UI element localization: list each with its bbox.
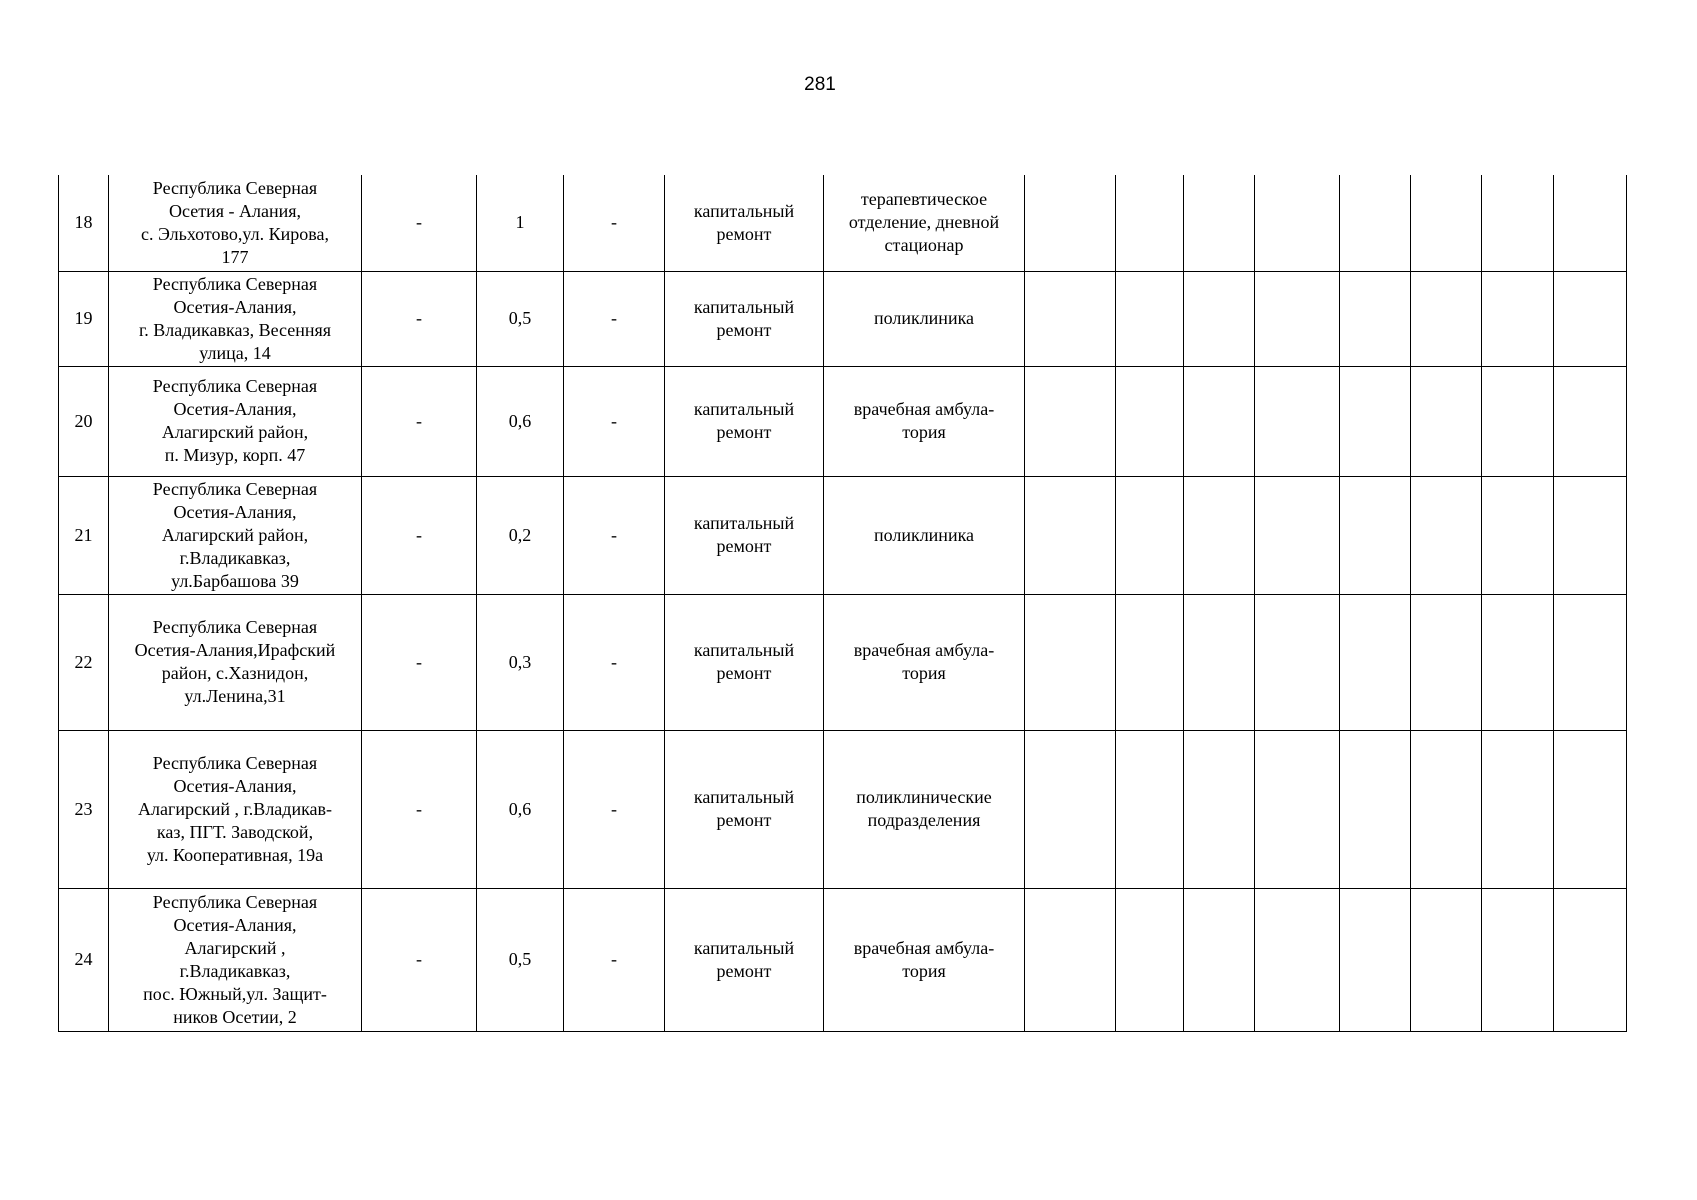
unit-cell: терапевтическое отделение, дневной стационар [824, 175, 1025, 271]
work-type-cell: капитальный ремонт [665, 888, 824, 1031]
empty-cell [1340, 730, 1411, 888]
empty-cell [1411, 366, 1482, 476]
empty-cell [1482, 271, 1554, 366]
facilities-table [58, 175, 1627, 1032]
empty-cell [1116, 888, 1184, 1031]
empty-cell [1184, 271, 1255, 366]
empty-cell [1184, 888, 1255, 1031]
row-number-cell: 22 [59, 594, 109, 730]
empty-cell [1025, 888, 1116, 1031]
empty-cell [1554, 366, 1627, 476]
empty-cell [1184, 730, 1255, 888]
row-number-cell: 24 [59, 888, 109, 1031]
value-cell-1: - [362, 366, 477, 476]
table-row [59, 888, 1627, 1031]
empty-cell [1482, 594, 1554, 730]
empty-cell [1025, 175, 1116, 271]
value-cell-3: - [564, 730, 665, 888]
empty-cell [1554, 730, 1627, 888]
empty-cell [1255, 888, 1340, 1031]
empty-cell [1025, 594, 1116, 730]
value-cell-3: - [564, 175, 665, 271]
empty-cell [1116, 366, 1184, 476]
address-cell: Республика Северная Осетия-Алания,Ирафский район, с.Хазнидон, ул.Ленина,31 [109, 594, 362, 730]
value-cell-2: 0,2 [477, 476, 564, 594]
value-cell-1: - [362, 175, 477, 271]
work-type-cell: капитальный ремонт [665, 175, 824, 271]
empty-cell [1184, 476, 1255, 594]
value-cell-1: - [362, 888, 477, 1031]
value-cell-2: 0,3 [477, 594, 564, 730]
empty-cell [1340, 888, 1411, 1031]
empty-cell [1184, 175, 1255, 271]
unit-cell: поликлиника [824, 271, 1025, 366]
work-type-cell: капитальный ремонт [665, 730, 824, 888]
empty-cell [1482, 175, 1554, 271]
empty-cell [1482, 366, 1554, 476]
unit-cell: врачебная амбула- тория [824, 366, 1025, 476]
empty-cell [1116, 476, 1184, 594]
work-type-cell: капитальный ремонт [665, 271, 824, 366]
row-number-cell: 20 [59, 366, 109, 476]
work-type-cell: капитальный ремонт [665, 366, 824, 476]
address-cell: Республика Северная Осетия-Алания, Алагирский район, г.Владикавказ, ул.Барбашова 39 [109, 476, 362, 594]
value-cell-2: 0,6 [477, 730, 564, 888]
empty-cell [1554, 175, 1627, 271]
value-cell-3: - [564, 476, 665, 594]
empty-cell [1025, 476, 1116, 594]
empty-cell [1255, 594, 1340, 730]
unit-cell: врачебная амбула- тория [824, 888, 1025, 1031]
value-cell-2: 0,5 [477, 271, 564, 366]
row-number-cell: 19 [59, 271, 109, 366]
empty-cell [1411, 730, 1482, 888]
work-type-cell: капитальный ремонт [665, 476, 824, 594]
empty-cell [1255, 271, 1340, 366]
row-number-cell: 18 [59, 175, 109, 271]
unit-cell: поликлиника [824, 476, 1025, 594]
empty-cell [1116, 175, 1184, 271]
row-number-cell: 23 [59, 730, 109, 888]
value-cell-2: 0,6 [477, 366, 564, 476]
empty-cell [1411, 594, 1482, 730]
empty-cell [1411, 476, 1482, 594]
empty-cell [1340, 476, 1411, 594]
empty-cell [1116, 594, 1184, 730]
empty-cell [1255, 366, 1340, 476]
empty-cell [1482, 730, 1554, 888]
value-cell-1: - [362, 730, 477, 888]
value-cell-2: 1 [477, 175, 564, 271]
empty-cell [1184, 366, 1255, 476]
empty-cell [1025, 730, 1116, 888]
empty-cell [1482, 476, 1554, 594]
empty-cell [1025, 271, 1116, 366]
empty-cell [1482, 888, 1554, 1031]
value-cell-1: - [362, 476, 477, 594]
empty-cell [1255, 476, 1340, 594]
value-cell-1: - [362, 594, 477, 730]
empty-cell [1340, 271, 1411, 366]
address-cell: Республика Северная Осетия-Алания, г. Владикавказ, Весенняя улица, 14 [109, 271, 362, 366]
empty-cell [1340, 366, 1411, 476]
value-cell-3: - [564, 594, 665, 730]
row-number-cell: 21 [59, 476, 109, 594]
page-number: 281 [804, 74, 836, 95]
empty-cell [1554, 594, 1627, 730]
work-type-cell: капитальный ремонт [665, 594, 824, 730]
address-cell: Республика Северная Осетия - Алания, с. Эльхотово,ул. Кирова, 177 [109, 175, 362, 271]
table-row [59, 366, 1627, 476]
empty-cell [1411, 888, 1482, 1031]
empty-cell [1116, 271, 1184, 366]
value-cell-3: - [564, 271, 665, 366]
empty-cell [1340, 175, 1411, 271]
empty-cell [1411, 175, 1482, 271]
value-cell-3: - [564, 888, 665, 1031]
empty-cell [1255, 175, 1340, 271]
table-row [59, 175, 1627, 271]
address-cell: Республика Северная Осетия-Алания, Алагирский , г.Владикавказ, пос. Южный,ул. Защит- ников Осетии, 2 [109, 888, 362, 1031]
empty-cell [1554, 271, 1627, 366]
empty-cell [1025, 366, 1116, 476]
value-cell-2: 0,5 [477, 888, 564, 1031]
empty-cell [1116, 730, 1184, 888]
empty-cell [1184, 594, 1255, 730]
empty-cell [1554, 476, 1627, 594]
unit-cell: поликлинические подразделения [824, 730, 1025, 888]
address-cell: Республика Северная Осетия-Алания, Алагирский район, п. Мизур, корп. 47 [109, 366, 362, 476]
table-row [59, 476, 1627, 594]
table-row [59, 730, 1627, 888]
empty-cell [1554, 888, 1627, 1031]
address-cell: Республика Северная Осетия-Алания, Алагирский , г.Владикав- каз, ПГТ. Заводской, ул. Кооперативная, 19а [109, 730, 362, 888]
empty-cell [1340, 594, 1411, 730]
table-row [59, 594, 1627, 730]
value-cell-3: - [564, 366, 665, 476]
empty-cell [1255, 730, 1340, 888]
table-row [59, 271, 1627, 366]
unit-cell: врачебная амбула- тория [824, 594, 1025, 730]
empty-cell [1411, 271, 1482, 366]
value-cell-1: - [362, 271, 477, 366]
